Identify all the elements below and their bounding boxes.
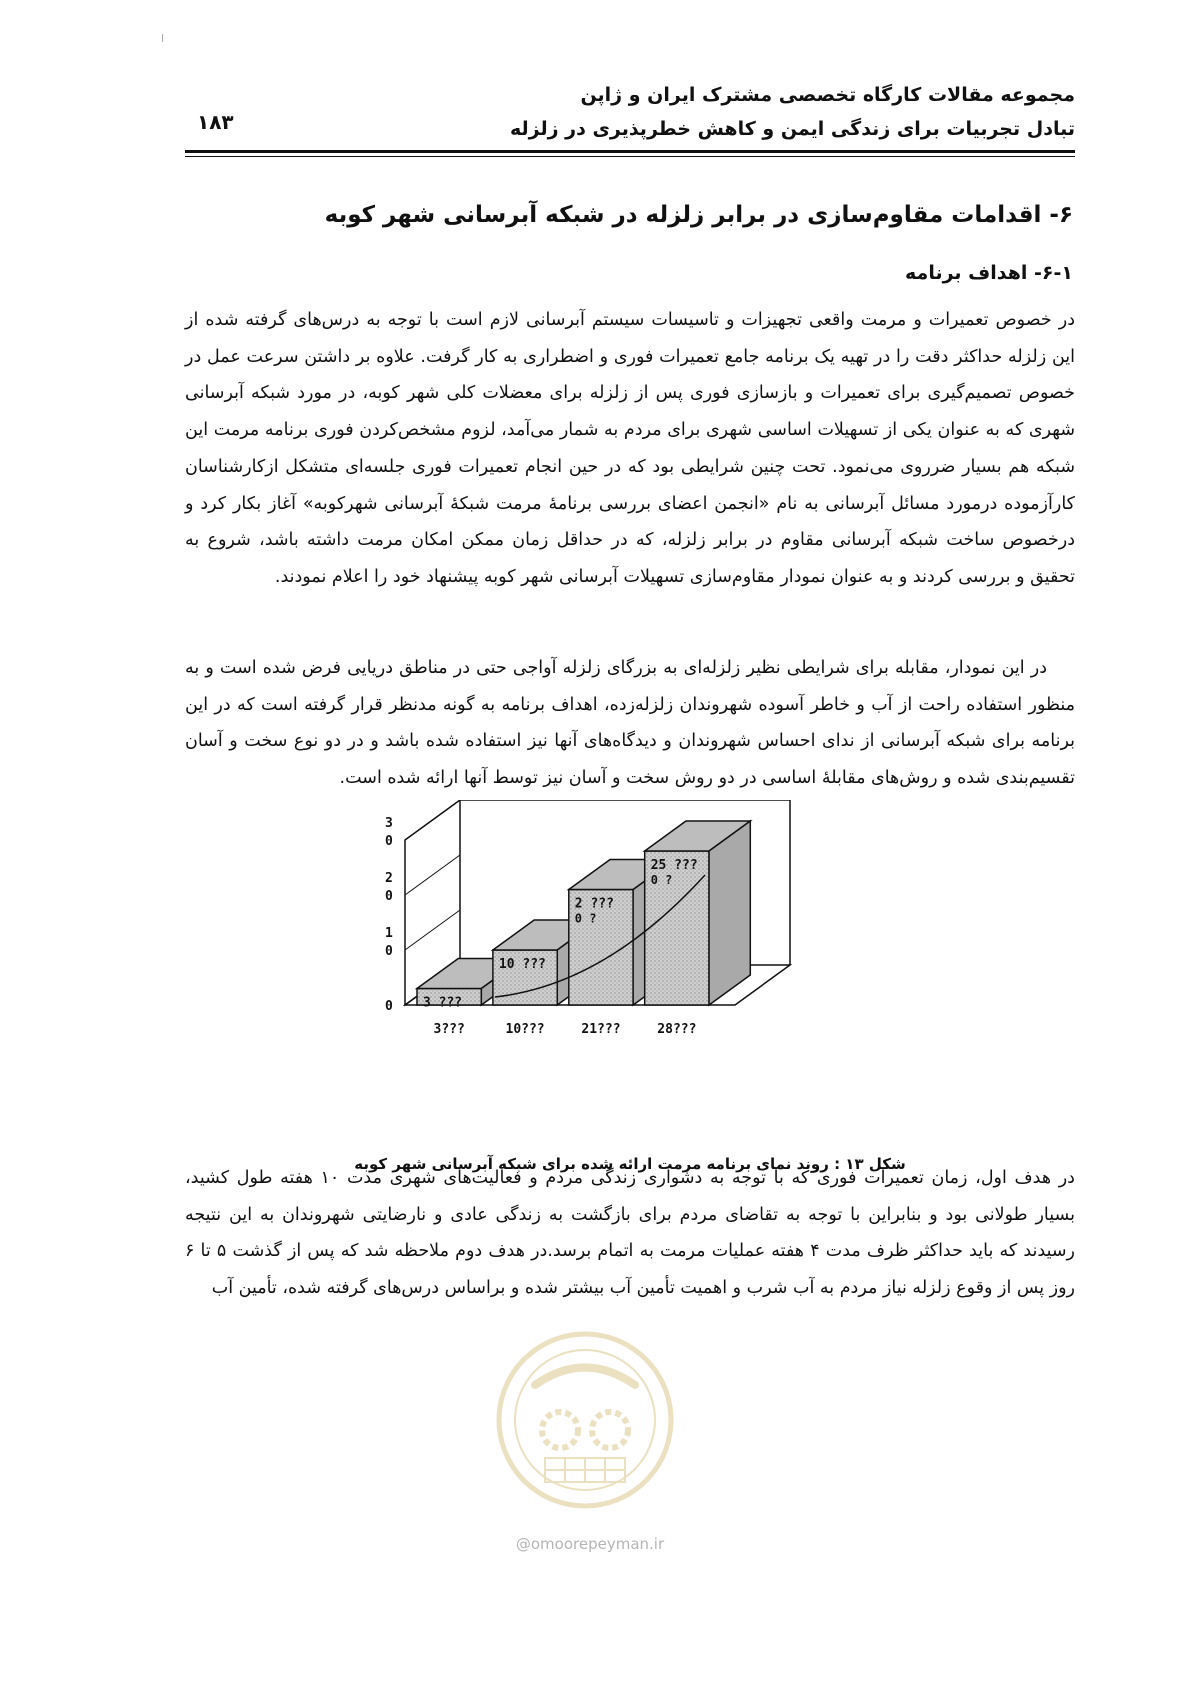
bar-side-4 — [709, 821, 750, 1005]
watermark-seal — [495, 1330, 675, 1510]
y-tick-label: 1 — [385, 926, 393, 941]
chart-gridline — [405, 910, 460, 950]
x-category-label: 3??? — [433, 1022, 465, 1037]
repair-schedule-chart — [370, 800, 830, 1100]
bar-value-label: 25 ??? — [650, 858, 698, 873]
section-title: ۶- اقدامات مقاوم‌سازی در برابر زلزله در شبکه آبرسانی شهر کوبه — [324, 202, 1073, 228]
header-rule-thin — [185, 156, 1075, 157]
header-book-subtitle: تبادل تجربیات برای زندگی ایمن و کاهش خطرپذیری در زلزله — [510, 118, 1075, 140]
y-tick-label: 0 — [385, 834, 393, 849]
y-tick-label: 0 — [385, 889, 393, 904]
bar-value-label: 10 ??? — [498, 957, 546, 972]
scan-mark — [162, 34, 163, 42]
x-category-label: 28??? — [657, 1022, 697, 1037]
x-category-label: 21??? — [581, 1022, 621, 1037]
body-paragraph-1: در خصوص تعمیرات و مرمت واقعی تجهیزات و تاسیسات سیستم آبرسانی لازم است با توجه به درس‌های گرفته شده از این زلزله حداکثر دقت را در تهیه یک برنامه جامع تعمیرات فوری و اضطراری به کار گرفت. علاوه بر داشتن سرعت عمل در خصوص تصمیم‌گیری برای تعمیرات و بازسازی فوری پس از زلزله برای معضلات کلی شهر کوبه، در مورد شبکه آبرسانی شهری که به عنوان یکی از تسهیلات اساسی شهری برای مردم به شمار می‌آمد، لزوم مشخص‌کردن فوری برنامه مرمت این شبکه هم بسیار ضرروی می‌نمود. تحت چنین شرایطی بود که در حین انجام تعمیرات فوری جلسه‌ای متشکل ازکارشناسان کارآزموده درمورد مسائل آبرسانی به نام «انجمن اعضای بررسی برنامهٔ مرمت شبکهٔ آبرسانی شهرکوبه» آغاز بکار کرد و درخصوص ساخت شبکه آبرسانی مقاوم در برابر زلزله، که در حداقل زمان ممکن امکان مرمت داشته باشد، شروع به تحقیق و بررسی کردند و به عنوان نمودار مقاوم‌سازی تسهیلات آبرسانی شهر کوبه پیشنهاد خود را اعلام نمودند. — [185, 310, 1075, 587]
y-tick-label: 0 — [385, 999, 393, 1014]
body-paragraph-3: در هدف اول، زمان تعمیرات فوری که با توجه به دشواری زندگی مردم و فعالیت‌های شهری مدت ۱۰ هفته طول کشید، بسیار طولانی بود و بنابراین با توجه به تقاضای مردم برای بازگشت به زندگی عادی و نارضایتی شهروندان به این نتیجه رسیدند که باید حداکثر ظرف مدت ۴ هفته عملیات مرمت به اتمام برسد.در هدف دوم ملاحظه شد که پس از گذشت ۵ تا ۶ روز پس از وقوع زلزله نیاز مردم به آب شرب و اهمیت تأمین آب بیشتر شده و براساس درس‌های گرفته شده، تأمین آب — [185, 1168, 1075, 1299]
figure-caption: شکل ۱۳ : روند نمای برنامه مرمت ارائه شده برای شبکه آبرسانی شهر کوبه — [354, 1155, 906, 1173]
seal-icon — [495, 1330, 675, 1510]
x-category-label: 10??? — [505, 1022, 545, 1037]
y-tick-label: 3 — [385, 816, 393, 831]
bar-sub-label: 0 ? — [574, 911, 597, 926]
header-book-title: مجموعه مقالات کارگاه تخصصی مشترک ایران و ژاپن — [580, 84, 1075, 106]
page-number: ۱۸۳ — [197, 110, 234, 134]
chart-svg — [370, 800, 830, 1100]
bar-value-label: 3 ??? — [423, 995, 463, 1011]
y-tick-label: 2 — [385, 871, 393, 886]
watermark-url: @omoorepeyman.ir — [515, 1535, 665, 1553]
bar-sub-label: 0 ? — [650, 873, 673, 887]
chart-gridline — [405, 800, 460, 840]
header-rule — [185, 150, 1075, 153]
subsection-title: ۶-۱- اهداف برنامه — [905, 262, 1073, 284]
body-paragraph-2: در این نمودار، مقابله برای شرایطی نظیر زلزله‌ای به بزرگای زلزله آواجی حتی در مناطق دریایی فرض شده است و به منظور استفاده راحت از آب و خاطر آسوده شهروندان زلزله‌زده، اهداف برنامه به گونه مدنظر قرار گرفته است که در این برنامه برای شبکه آبرسانی از ندای احساس شهروندان و دیدگاه‌های آنها نیز استفاده شده باشد و در دو نوع سخت و آسان تقسیم‌بندی شده و روش‌های مقابلهٔ اساسی در دو روش سخت و آسان نیز توسط آنها ارائه شده است. — [185, 658, 1075, 789]
y-tick-label: 0 — [385, 944, 393, 959]
bar-value-label: 2 ??? — [574, 896, 614, 912]
page-header — [185, 78, 1075, 150]
chart-gridline — [405, 855, 460, 895]
